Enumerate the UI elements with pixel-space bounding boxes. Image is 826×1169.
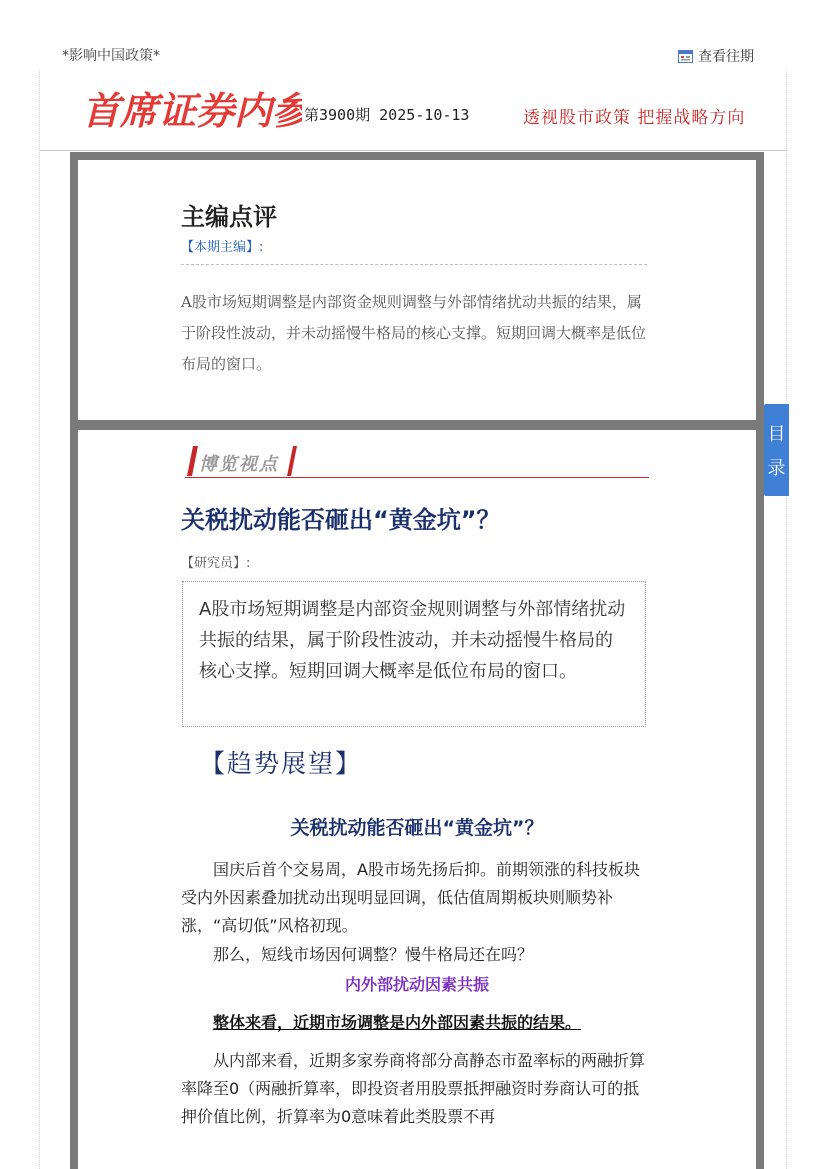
editor-panel bbox=[70, 152, 764, 428]
section-title: 博览视点 bbox=[199, 454, 279, 475]
past-issues-link[interactable] bbox=[678, 46, 754, 66]
researcher-label: 【研究员】: bbox=[181, 556, 251, 571]
paragraph: 那么，短线市场因何调整？慢牛格局还在吗？ bbox=[213, 945, 534, 964]
toc-tab-label-1: 目 bbox=[767, 424, 786, 445]
calendar-icon bbox=[678, 49, 693, 63]
article-panel bbox=[70, 422, 764, 1169]
article-subtitle: 关税扰动能否砸出“黄金坑”？ bbox=[290, 817, 544, 839]
brand-logo bbox=[82, 80, 302, 142]
section-header bbox=[185, 444, 649, 480]
sub-heading: 内外部扰动因素共振 bbox=[344, 975, 489, 994]
header-slogan: 透视股市政策 把握战略方向 bbox=[523, 108, 746, 128]
past-issues-label: 查看往期 bbox=[698, 49, 754, 65]
outlook-heading: 【趋势展望】 bbox=[200, 749, 363, 778]
article-summary: A股市场短期调整是内部资金规则调整与外部情绪扰动共振的结果，属于阶段性波动，并未动摇慢牛格局的核心支撑。短期回调大概率是低位布局的窗口。 bbox=[182, 581, 646, 727]
key-point: 整体来看，近期市场调整是内外部因素共振的结果。 bbox=[213, 1013, 582, 1032]
section-rule bbox=[185, 477, 649, 478]
paragraph: 从内部来看，近期多家券商将部分高静态市盈率标的两融折算率降至0（两融折算率，即投资者用股票抵押融资时券商认可的抵押价值比例，折算率为0意味着此类股票不再 bbox=[181, 1051, 646, 1126]
header-divider bbox=[40, 150, 788, 151]
toc-tab-button[interactable] bbox=[764, 404, 789, 496]
header-tag: *影响中国政策* bbox=[62, 48, 160, 64]
editor-title: 主编点评 bbox=[181, 203, 277, 231]
page-guide-right bbox=[786, 70, 787, 1169]
editor-comment: A股市场短期调整是内部资金规则调整与外部情绪扰动共振的结果，属于阶段性波动，并未动摇慢牛格局的核心支撑。短期回调大概率是低位布局的窗口。 bbox=[181, 293, 647, 373]
paragraph: 国庆后首个交易周，A股市场先扬后抑。前期领涨的科技板块受内外因素叠加扰动出现明显回调，低估值周期板块则顺势补涨，“高切低”风格初现。 bbox=[181, 860, 640, 935]
article-title: 关税扰动能否砸出“黄金坑”？ bbox=[181, 506, 501, 534]
section-mark-end-icon bbox=[286, 444, 300, 478]
divider bbox=[181, 264, 647, 265]
brand-logo-text: 首席证券内参 bbox=[82, 89, 302, 133]
toc-tab-label-2: 录 bbox=[767, 458, 786, 479]
issue-info: 第3900期 2025-10-13 bbox=[304, 106, 470, 124]
editor-label: 【本期主编】: bbox=[181, 240, 264, 255]
page-guide-left bbox=[39, 70, 40, 1169]
